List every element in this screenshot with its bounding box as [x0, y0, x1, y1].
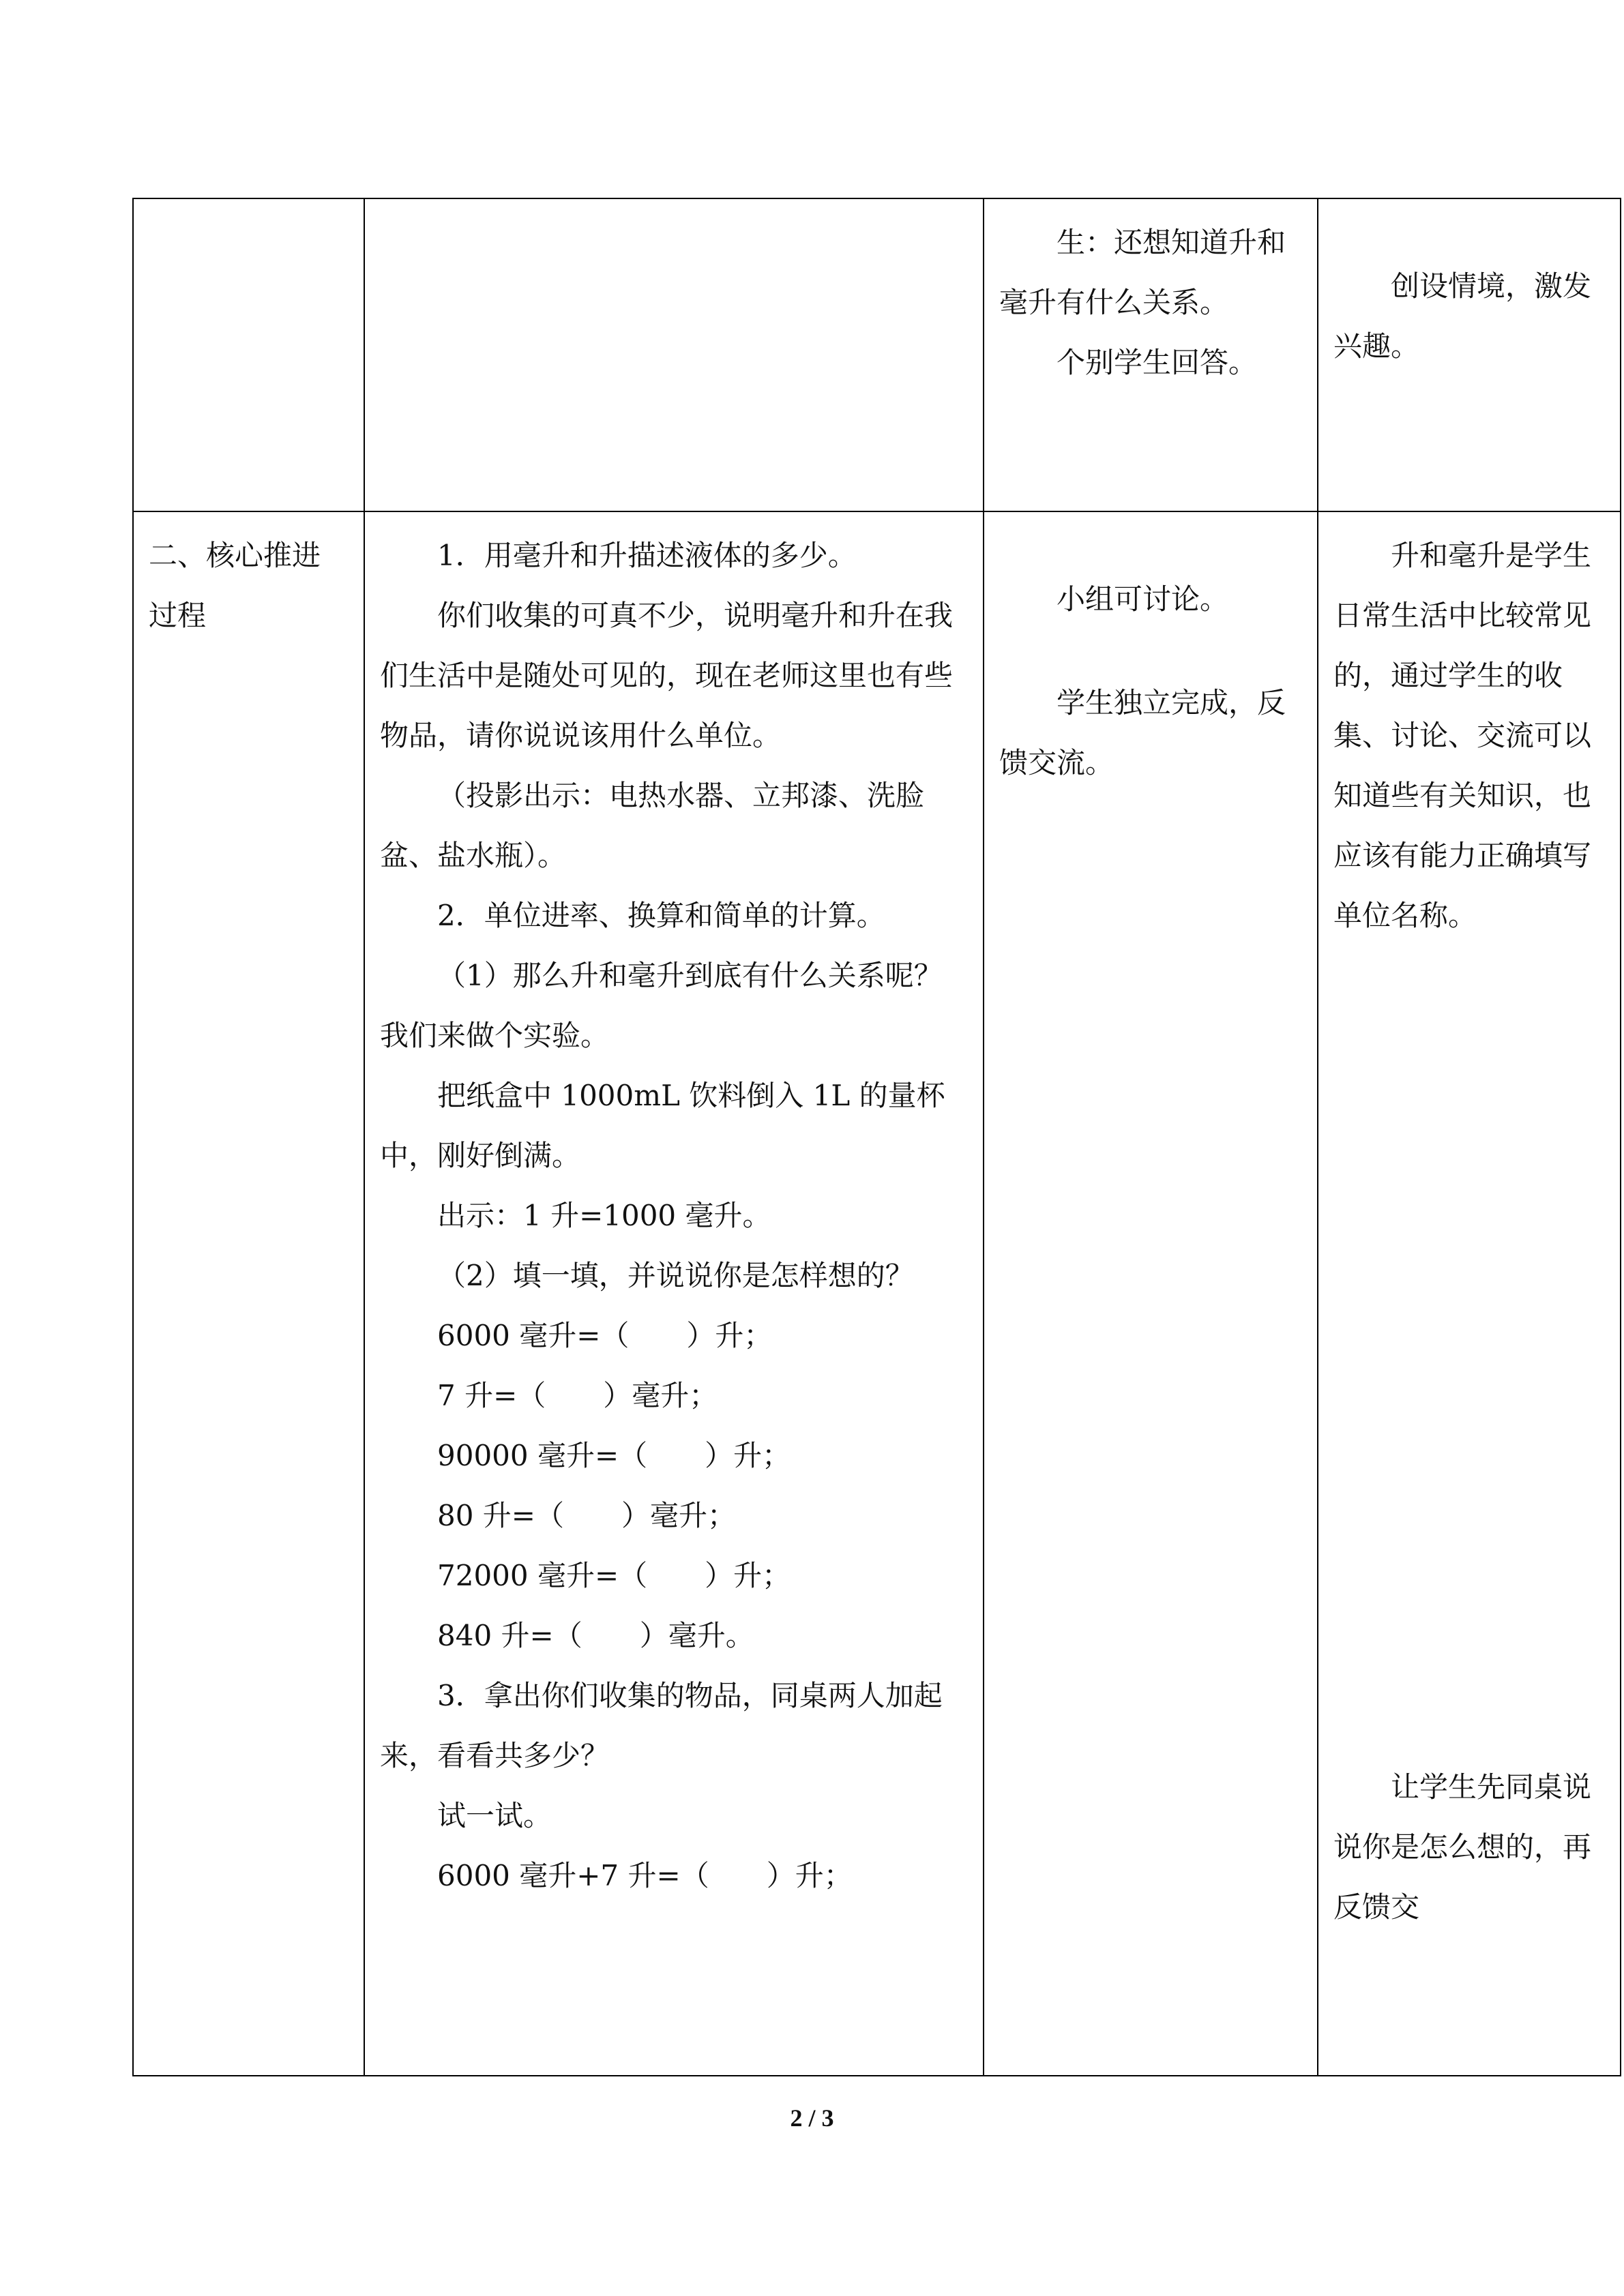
- exercise-line: 90000 毫升=（ ）升；: [437, 1439, 791, 1472]
- exercise-line: 840 升=（ ）毫升。: [437, 1619, 754, 1652]
- student-activity-cell: [984, 198, 1318, 511]
- stage-cell: [133, 511, 364, 2076]
- paragraph: 把纸盒中 1000mL 饮料倒入 1L 的量杯中，刚好倒满。: [380, 1079, 945, 1172]
- table-row: [133, 198, 1621, 511]
- table-row: [133, 511, 1621, 2076]
- student-activity-cell: [984, 511, 1318, 2076]
- exercise-line: 6000 毫升+7 升=（ ）升；: [437, 1859, 853, 1892]
- paragraph: 创设情境，激发兴趣。: [1333, 269, 1592, 363]
- paragraph: 让学生先同桌说说你是怎么想的，再反馈交: [1333, 1770, 1592, 1924]
- paragraph: 1．用毫升和升描述液体的多少。: [437, 539, 857, 572]
- exercise-line: 80 升=（ ）毫升；: [437, 1499, 736, 1532]
- exercise-line: 6000 毫升=（ ）升；: [437, 1319, 773, 1352]
- paragraph: 2．单位进率、换算和简单的计算。: [437, 899, 885, 932]
- paragraph: 升和毫升是学生日常生活中比较常见的，通过学生的收集、讨论、交流可以知道些有关知识，也应该有能力正确填写单位名称。: [1333, 539, 1592, 932]
- paragraph: （投影出示：电热水器、立邦漆、洗脸盆、盐水瓶）。: [380, 779, 925, 872]
- teacher-activity-cell: [364, 511, 984, 2076]
- paragraph: 个别学生回答。: [1057, 346, 1258, 379]
- paragraph: 学生独立完成，反馈交流。: [999, 686, 1286, 779]
- exercise-line: 7 升=（ ）毫升；: [437, 1379, 718, 1412]
- paragraph: 试一试。: [437, 1799, 552, 1832]
- lesson-plan-table: [132, 198, 1621, 2076]
- design-intent-cell: [1318, 511, 1621, 2076]
- paragraph: （1）那么升和毫升到底有什么关系呢？我们来做个实验。: [380, 959, 943, 1052]
- paragraph: 生：还想知道升和毫升有什么关系。: [999, 226, 1286, 319]
- design-intent-cell: [1318, 198, 1621, 511]
- paragraph: 3．拿出你们收集的物品，同桌两人加起来，看看共多少？: [380, 1679, 943, 1772]
- paragraph: 小组可讨论。: [1057, 582, 1229, 616]
- exercise-line: 72000 毫升=（ ）升；: [437, 1559, 791, 1592]
- stage-label: 二、核心推进过程: [149, 539, 321, 632]
- stage-cell: [133, 198, 364, 511]
- paragraph: （2）填一填，并说说你是怎样想的？: [437, 1259, 914, 1292]
- paragraph: 你们收集的可真不少，说明毫升和升在我们生活中是随处可见的，现在老师这里也有些物品，请你说说该用什么单位。: [380, 599, 954, 752]
- teacher-activity-cell: [364, 198, 984, 511]
- paragraph: 出示：1 升=1000 毫升。: [437, 1199, 771, 1232]
- page-number: 2 / 3: [790, 2104, 834, 2132]
